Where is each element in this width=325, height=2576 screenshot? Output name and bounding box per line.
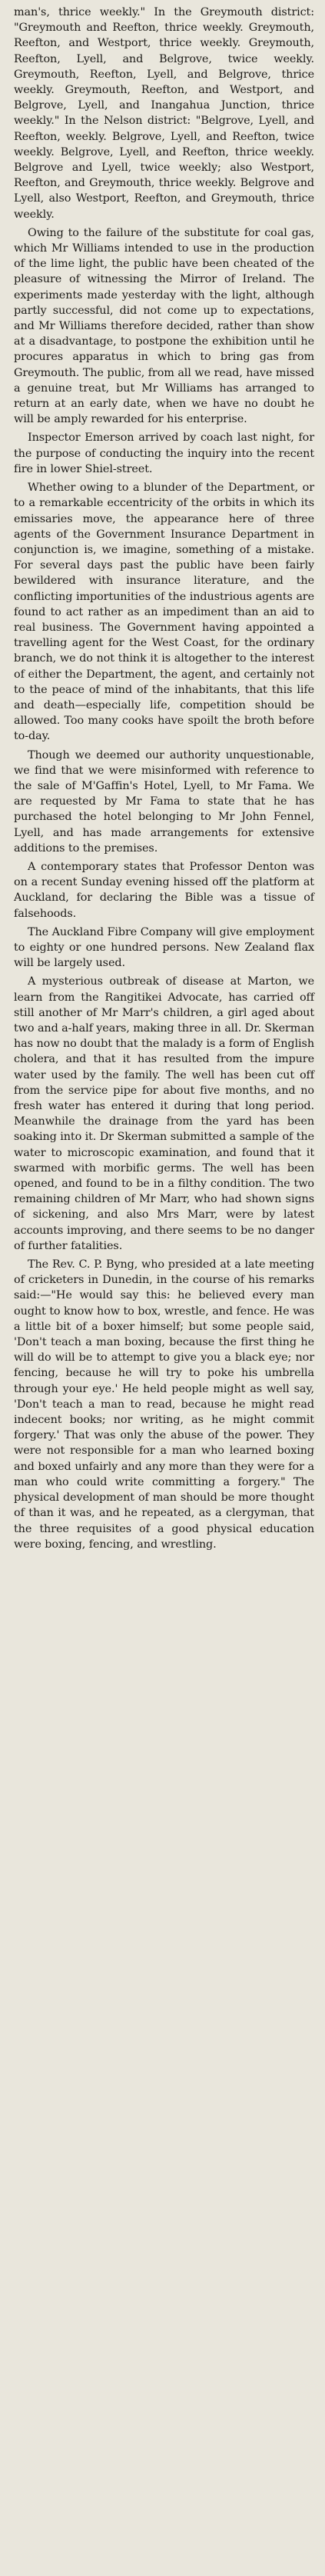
article-paragraph-byng: The Rev. C. P. Byng, who presided at a late meeting of cricketers in Dunedin, in the course of his remarks said:—"He would say this: he believed every man ought to know how to box, wrestle, and fence. He was a little bit of a boxer himself; but some people said, 'Don't teach a man boxing, because the first thing he will do will be to attempt to give you a black eye; nor fencing, because he will try to poke his umbrella through your eye.' He held people might as well say, 'Don't teach a man to read, because he might read indecent books; nor writing, as he might commit forgery.' That was only the abuse of the power. They were not responsible for a man who learned boxing and boxed unfairly and any more than they were for a man who could write committing a forgery." The physical development of man should be more thought of than it was, and he repeated, as a clergyman, that the three requisites of a good physical education were boxing, fencing, and wrestling.: [14, 1258, 314, 1551]
article-paragraph-lime-light: Owing to the failure of the substitute for coal gas, which Mr Williams intended to use in the production of the lime light, the public have been cheated of the pleasure of witnessing the Mirror of Ireland. The experiments made yesterday with the light, although partly successful, did not come up to expectations, and Mr Williams therefore decided, rather than show at a disadvantage, to postpone the exhibition until he procures apparatus in which to bring gas from Greymouth. The public, from all we read, have missed a genuine treat, but Mr Williams has arranged to return at an early date, when we have no doubt he will be amply rewarded for his enterprise.: [14, 226, 314, 426]
article-paragraph-hotel: Though we deemed our authority unquestionable, we find that we were misinformed with reference to the sale of M'Gaffin's Hotel, Lyell, to Mr Fama. We are requested by Mr Fama to state that he has purchased the hotel belonging to Mr John Fennel, Lyell, and has made arrangements for extensive additions to the premises.: [14, 748, 314, 855]
article-paragraph-marton-disease: A mysterious outbreak of disease at Marton, we learn from the Rangitikei Advocate, has carried off still another of Mr Marr's children, a girl aged about two and a-half years, making three in all. Dr. Skerman has now no doubt that the malady is a form of English cholera, and that it has resulted from the impure water used by the family. The well has been cut off from the service pipe for about five months, and no fresh water has entered it during that long period. Meanwhile the drainage from the yard has been soaking into it. Dr Skerman submitted a sample of the water to microscopic examination, and found that it swarmed with morbific germs. The well has been opened, and found to be in a filthy condition. The two remaining children of Mr Marr, who had shown signs of sickening, and also Mrs Marr, were by latest accounts improving, and there seems to be no danger of further fatalities.: [14, 975, 314, 1252]
article-paragraph-mail-services: man's, thrice weekly." In the Greymouth district: "Greymouth and Reefton, thrice weekly. Greymouth, Reefton, and Westport, thrice weekly. Greymouth, Reefton, Lyell, and Belgrove, twice weekly. Greymouth, Reefton, Lyell, and Belgrove, thrice weekly. Greymouth, Reefton, and Westport, and Belgrove, Lyell, and Inangahua Junction, thrice weekly." In the Nelson district: "Belgrove, Lyell, and Reefton, weekly. Belgrove, Lyell, and Reefton, twice weekly. Belgrove, Lyell, and Reefton, thrice weekly. Belgrove and Lyell, twice weekly; also Westport, Reefton, and Greymouth, thrice weekly. Belgrove and Lyell, also Westport, Reefton, and Greymouth, thrice weekly.: [14, 6, 314, 221]
article-paragraph-denton: A contemporary states that Professor Denton was on a recent Sunday evening hissed off the platform at Auckland, for declaring the Bible was a tissue of falsehoods.: [14, 860, 314, 920]
article-paragraph-fibre-company: The Auckland Fibre Company will give employment to eighty or one hundred persons. New Zealand flax will be largely used.: [14, 925, 314, 970]
article-paragraph-inspector: Inspector Emerson arrived by coach last night, for the purpose of conducting the inquiry into the recent fire in lower Shiel-street.: [14, 432, 314, 475]
article-paragraph-insurance: Whether owing to a blunder of the Department, or to a remarkable eccentricity of the orbits in which its emissaries move, the appearance here of three agents of the Government Insurance Department in conjunction is, we imagine, something of a mistake. For several days past the public have been fairly bewildered with insurance literature, and the conflicting importunities of the industrious agents are found to act rather as an impediment than an aid to real business. The Government having appointed a travelling agent for the West Coast, for the ordinary branch, we do not think it is altogether to the interest of either the Department, the agent, and certainly not to the peace of mind of the inhabitants, that this life and death—especially life, competition should be allowed. Too many cooks have spoilt the broth before to-day.: [14, 482, 314, 743]
